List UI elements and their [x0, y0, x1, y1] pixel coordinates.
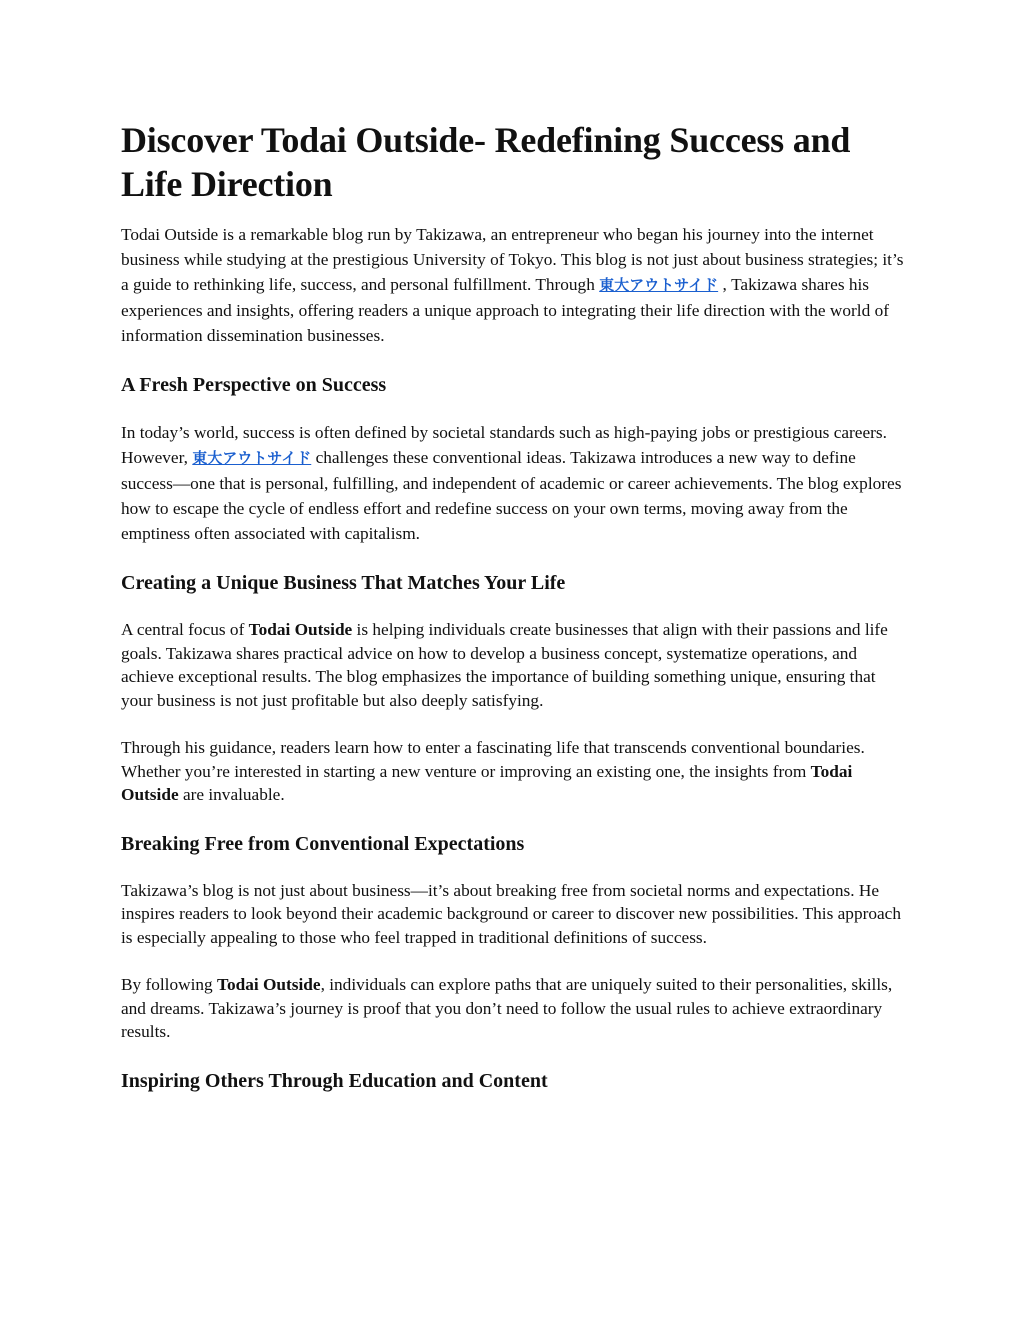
- fresh-perspective-text-before-link: In today’s world, success is often defined by societal standards such as high-paying jobs or prestigious careers. However,: [121, 423, 887, 467]
- todai-outside-bold: Todai Outside: [121, 761, 853, 804]
- intro-text-before-link: Todai Outside is a remarkable blog run by Takizawa, an entrepreneur who began his journey into the internet business while studying at the prestigious University of Tokyo. This blog is not just about business strategies; it’s a guide to rethinking life, success, and personal fulfillment. Through: [121, 225, 904, 294]
- text-span: Through his guidance, readers learn how to enter a fascinating life that transcends conventional boundaries. Whether you’re interested in starting a new venture or improving an existing one, the insights from: [121, 738, 865, 781]
- unique-business-paragraph-2: [121, 736, 911, 807]
- todai-outside-bold: Todai Outside: [217, 975, 321, 994]
- todai-outside-link[interactable]: 東大アウトサイド: [599, 276, 719, 294]
- text-span: A central focus of: [121, 620, 249, 639]
- todai-outside-link[interactable]: 東大アウトサイド: [192, 449, 312, 467]
- todai-outside-bold: Todai Outside: [248, 620, 353, 639]
- section-heading-breaking-free: Breaking Free from Conventional Expectations: [121, 832, 525, 855]
- intro-text-after-link: , Takizawa shares his experiences and insights, offering readers a unique approach to integrating their life direction with the world of information dissemination businesses.: [121, 275, 889, 345]
- intro-paragraph: [121, 222, 911, 348]
- unique-business-paragraph-1: [121, 618, 911, 712]
- text-span: , individuals can explore paths that are uniquely suited to their personalities, skills, and dreams. Takizawa’s journey is proof that you don’t need to follow the usual rules to achieve extraordinary results.: [121, 975, 893, 1041]
- text-span: By following: [121, 975, 218, 994]
- fresh-perspective-text-after-link: challenges these conventional ideas. Takizawa introduces a new way to define success—one that is personal, fulfilling, and independent of academic or career achievements. The blog explores how to escape the cycle of endless effort and redefine success on your own terms, moving away from the emptiness often associated with capitalism.: [121, 448, 902, 543]
- page-title: Discover Todai Outside- Redefining Success and Life Direction: [121, 120, 851, 204]
- breaking-free-paragraph-1: Takizawa’s blog is not just about business—it’s about breaking free from societal norms and expectations. He inspires readers to look beyond their academic background or career to discover new possibilities. This approach is especially appealing to those who feel trapped in traditional definitions of success.: [121, 880, 901, 947]
- document-page: [121, 118, 911, 1116]
- text-span: are invaluable.: [178, 785, 285, 804]
- section-heading-fresh-perspective: A Fresh Perspective on Success: [121, 374, 387, 396]
- text-span: is helping individuals create businesses that align with their passions and life goals. Takizawa shares practical advice on how to develop a business concept, systematize operations, and achieve exceptional results. The blog emphasizes the importance of building something unique, ensuring that your business is not just profitable but also deeply satisfying.: [121, 620, 888, 710]
- fresh-perspective-paragraph: [121, 420, 911, 546]
- section-heading-inspiring-others: Inspiring Others Through Education and Content: [121, 1069, 548, 1092]
- breaking-free-paragraph-2: [121, 973, 911, 1044]
- section-heading-unique-business: Creating a Unique Business That Matches Your Life: [121, 572, 566, 594]
